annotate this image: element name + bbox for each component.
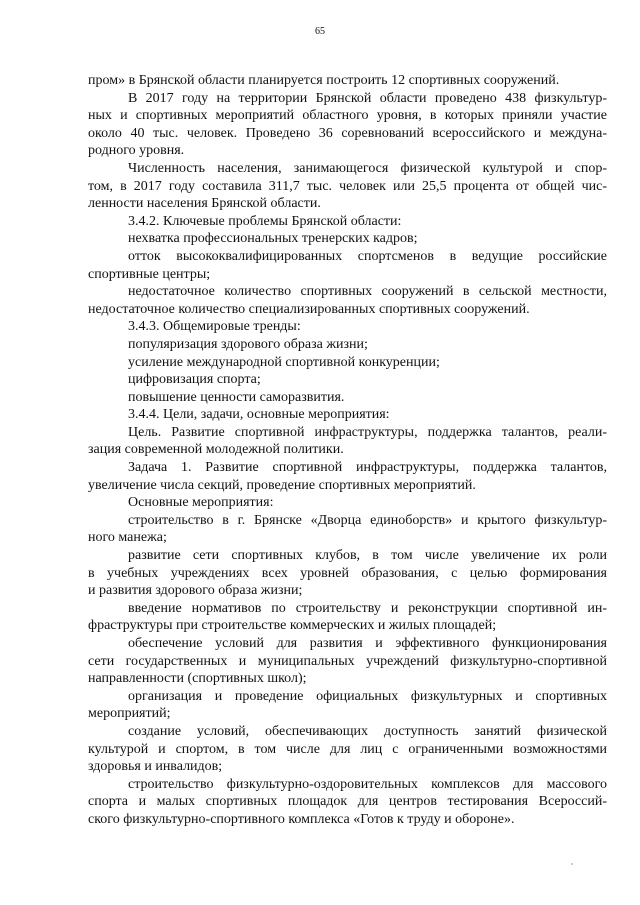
text-line: ского физкультурно-спортивного комплекса «Готов к труду и обороне».: [88, 811, 515, 827]
text-line: ных и спортивных мероприятий областного уровня, в которых приняли участие: [88, 108, 607, 124]
text-line: введение нормативов по строительству и реконструкции спортивной ин-: [128, 600, 607, 616]
text-line: спорта и малых спортивных площадок для центров тестирования Всероссий-: [88, 794, 607, 810]
text-line: родного уровня.: [88, 143, 185, 159]
text-line: и развития здорового образа жизни;: [88, 583, 303, 599]
text-line: недостаточное количество специализированных спортивных сооружений.: [88, 301, 530, 317]
page-number: 65: [315, 26, 325, 37]
text-line: ленности населения Брянской области.: [88, 196, 321, 212]
text-line: повышение ценности саморазвития.: [128, 389, 345, 405]
text-line: ного манежа;: [88, 530, 167, 546]
text-line: культурой и спортом, в том числе для лиц с ограниченными возможностями: [88, 741, 607, 757]
text-line: В 2017 году на территории Брянской области проведено 438 физкультур-: [128, 90, 607, 106]
document-body: [88, 72, 607, 829]
text-line: 3.4.2. Ключевые проблемы Брянской области:: [128, 213, 402, 229]
text-line: строительство в г. Брянске «Дворца единоборств» и крытого физкультур-: [128, 512, 607, 528]
text-line: создание условий, обеспечивающих доступность занятий физической: [128, 723, 607, 739]
text-line: популяризация здорового образа жизни;: [128, 336, 368, 352]
text-line: здоровья и инвалидов;: [88, 759, 223, 775]
text-line: организация и проведение официальных физкультурных и спортивных: [128, 688, 607, 704]
text-line: пром» в Брянской области планируется построить 12 спортивных сооружений.: [88, 73, 560, 88]
text-line: 3.4.3. Общемировые тренды:: [128, 319, 301, 335]
text-line: цифровизация спорта;: [128, 372, 261, 388]
text-line: отток высококвалифицированных спортсменов в ведущие российские: [128, 248, 607, 264]
text-line: недостаточное количество спортивных сооружений в сельской местности,: [128, 284, 607, 300]
text-line: около 40 тыс. человек. Проведено 36 соревнований всероссийского и междуна-: [88, 125, 607, 141]
text-line: Задача 1. Развитие спортивной инфраструктуры, поддержка талантов,: [128, 460, 607, 476]
text-line: том, в 2017 году составила 311,7 тыс. человек или 25,5 процента от общей чис-: [88, 178, 607, 194]
text-line: фраструктуры при строительстве коммерческих и жилых площадей;: [88, 618, 497, 634]
text-line: 3.4.4. Цели, задачи, основные мероприятия:: [128, 407, 390, 423]
text-line: спортивные центры;: [88, 266, 211, 282]
text-line: увеличение числа секций, проведение спортивных мероприятий.: [88, 477, 476, 493]
text-line: сети государственных и муниципальных учреждений физкультурно-спортивной: [88, 653, 607, 669]
text-line: зация современной молодежной политики.: [88, 442, 344, 458]
text-line: Цель. Развитие спортивной инфраструктуры, поддержка талантов, реали-: [128, 424, 607, 440]
text-line: Численность населения, занимающегося физической культурой и спор-: [128, 160, 607, 176]
text-line: нехватка профессиональных тренерских кадров;: [128, 231, 418, 247]
text-line: развитие сети спортивных клубов, в том числе увеличение их роли: [128, 548, 607, 564]
text-line: направленности (спортивных школ);: [88, 671, 307, 687]
scan-speck: [571, 863, 573, 865]
text-line: усиление международной спортивной конкуренции;: [128, 354, 440, 370]
text-line: в учебных учреждениях всех уровней образования, с целью формирования: [88, 565, 607, 581]
text-line: строительство физкультурно-оздоровительных комплексов для массового: [128, 776, 607, 792]
text-line: Основные мероприятия:: [128, 495, 274, 511]
text-line: обеспечение условий для развития и эффективного функционирования: [128, 636, 607, 651]
text-line: мероприятий;: [88, 706, 171, 722]
